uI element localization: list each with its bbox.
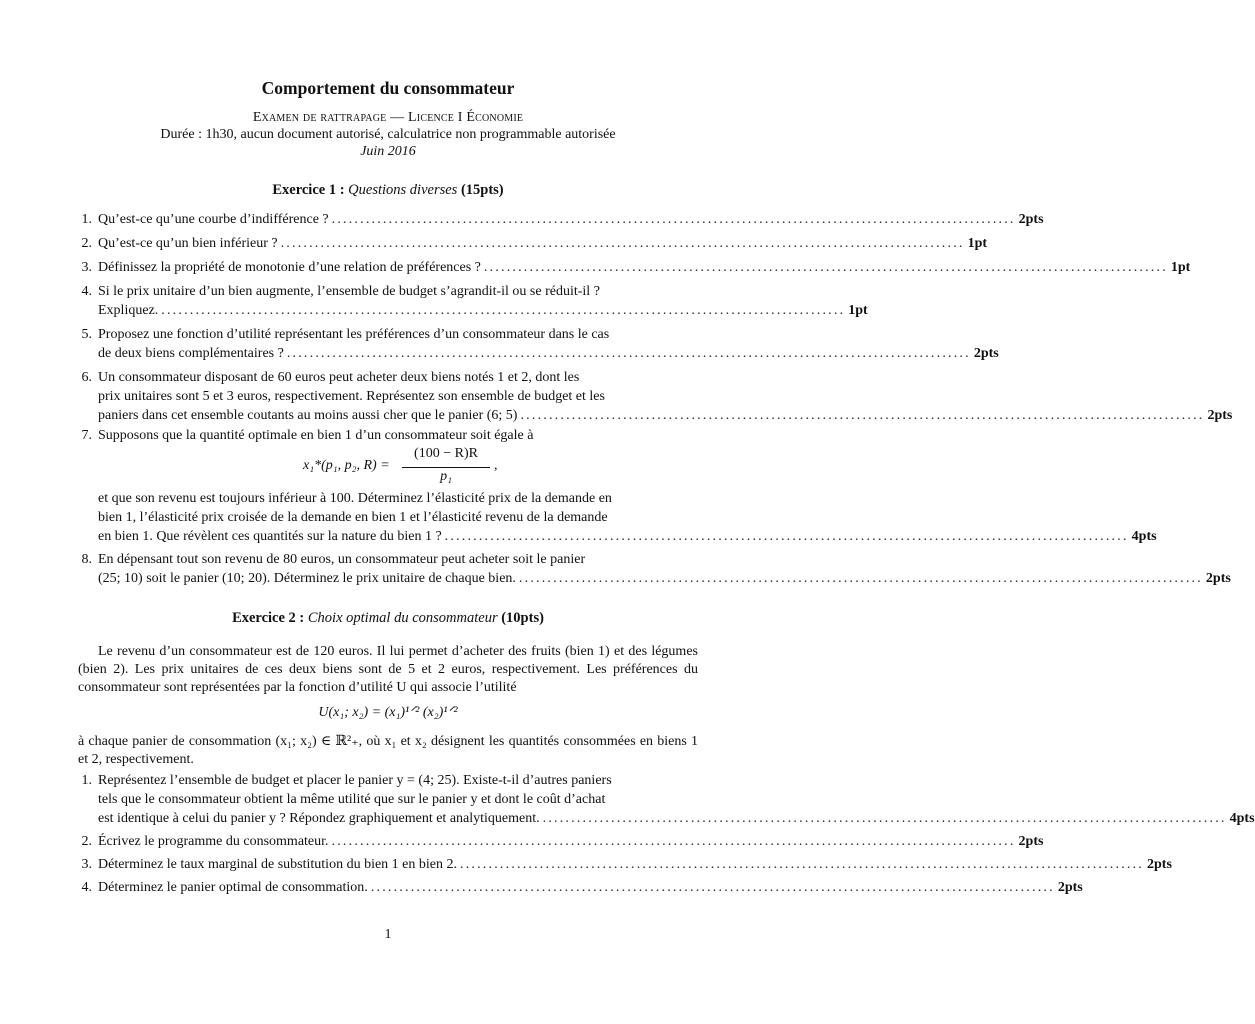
question-text: et que son revenu est toujours inférieur à 100. Déterminez l’élasticité prix de la demande en <box>98 491 612 506</box>
exercise2-intro: Le revenu d’un consommateur est de 120 euros. Il lui permet d’acheter des fruits (bien 1) et des légumes (bien 2). Les prix unitaires de ces deux biens sont de 5 et 2 euros, respectivement. Les préférences du consommateur sont représentées par la fonction d’utilité U qui associe l’utilité <box>78 644 698 695</box>
question-text: paniers dans cet ensemble coutants au moins aussi cher que le panier (6; 5) <box>98 408 518 423</box>
question-text: Déterminez le taux marginal de substitution du bien 1 en bien 2. <box>98 857 457 872</box>
points-value: 1pt <box>848 303 868 318</box>
item-number: 3. <box>81 260 92 275</box>
points-value: 2pts <box>973 346 999 361</box>
question-text: bien 1, l’élasticité prix croisée de la demande en bien 1 et l’élasticité revenu de la demande <box>98 510 608 525</box>
exercise1-points: (15pts) <box>460 182 504 198</box>
question-text: Écrivez le programme du consommateur. <box>98 834 329 849</box>
points-value: 2pts <box>1207 408 1233 423</box>
points-value: 2pts <box>1057 880 1083 895</box>
exercise2-topic: Choix optimal du consommateur <box>307 610 498 626</box>
exam-subtitle: Examen de rattrapage — Licence I Économie <box>252 110 524 125</box>
item-number: 1. <box>81 212 92 227</box>
question-text: Qu’est-ce qu’un bien inférieur ? <box>98 236 278 251</box>
question-text: Définissez la propriété de monotonie d’une relation de préférences ? <box>98 260 481 275</box>
points-value: 2pts <box>1018 212 1044 227</box>
question-text: Déterminez le panier optimal de consommation. <box>98 880 368 895</box>
utility-formula: U(x₁; x₂) = (x₁)¹ᐟ² (x₂)¹ᐟ² <box>318 705 458 720</box>
date-line: Juin 2016 <box>360 144 416 159</box>
formula-tail: , <box>494 458 498 473</box>
question-text: En dépensant tout son revenu de 80 euros, un consommateur peut acheter soit le panier <box>98 552 586 567</box>
points-value: 2pts <box>1205 571 1231 586</box>
exercise1-topic: Questions diverses <box>348 182 458 198</box>
points-value: 2pts <box>1147 857 1172 872</box>
formula-lhs: x₁*(p₁, p₂, R) = <box>303 458 390 473</box>
formula-numerator: (100 − R)R <box>414 446 478 461</box>
item-number: 7. <box>81 428 92 443</box>
exercise2-points: (10pts) <box>501 610 544 626</box>
question-text: Expliquez. <box>98 303 159 318</box>
points-value: 1pt <box>967 236 988 251</box>
exercise2-after: à chaque panier de consommation (x₁; x₂) ∈ ℝ²₊, où x₁ et x₂ désignent les quantités consommées en biens 1 et 2, respectivement. <box>78 734 698 767</box>
exercise2-label: Exercice 2 : <box>232 610 305 626</box>
item-number: 4. <box>81 880 92 895</box>
question-text: (25; 10) soit le panier (10; 20). Déterminez le prix unitaire de chaque bien. <box>98 571 516 586</box>
points-value: 2pts <box>1018 834 1044 849</box>
question-text: Supposons que la quantité optimale en bien 1 d’un consommateur soit égale à <box>98 428 534 443</box>
question-text: de deux biens complémentaires ? <box>98 346 284 361</box>
question-text: Proposez une fonction d’utilité représentant les préférences d’un consommateur dans le cas <box>98 327 610 342</box>
demand-formula <box>303 446 543 488</box>
exercise2-heading <box>78 610 698 627</box>
question-text: Si le prix unitaire d’un bien augmente, l’ensemble de budget s’agrandit-il ou se réduit-il ? <box>98 284 600 299</box>
question-text: Un consommateur disposant de 60 euros peut acheter deux biens notés 1 et 2, dont les <box>98 370 580 385</box>
item-number: 5. <box>81 327 92 342</box>
points-value: 4pts <box>1131 529 1157 544</box>
exercise1-label: Exercice 1 : <box>272 182 345 198</box>
duration-line: Durée : 1h30, aucun document autorisé, calculatrice non programmable autorisée <box>160 127 616 142</box>
question-text: est identique à celui du panier y ? Répondez graphiquement et analytiquement. <box>98 811 540 826</box>
question-text: prix unitaires sont 5 et 3 euros, respectivement. Représentez son ensemble de budget et les <box>98 389 605 404</box>
points-value: 1pt <box>1170 260 1191 275</box>
points-value: 4pts <box>1229 811 1255 826</box>
item-number: 3. <box>81 857 92 872</box>
document-title: Comportement du consommateur <box>261 78 515 98</box>
exercise1-heading <box>78 182 698 199</box>
item-number: 2. <box>81 236 92 251</box>
formula-denominator: p₁ <box>440 469 452 484</box>
fraction-bar <box>402 467 490 468</box>
item-number: 2. <box>81 834 92 849</box>
question-text: en bien 1. Que révèlent ces quantités sur la nature du bien 1 ? <box>98 529 442 544</box>
item-number: 6. <box>81 370 92 385</box>
item-number: 1. <box>81 773 92 788</box>
question-text: Représentez l’ensemble de budget et placer le panier y = (4; 25). Existe-t-il d’autres paniers <box>98 773 612 788</box>
page-number: 1 <box>384 927 392 942</box>
item-number: 4. <box>81 284 92 299</box>
question-text: Qu’est-ce qu’une courbe d’indifférence ? <box>98 212 329 227</box>
question-text: tels que le consommateur obtient la même utilité que sur le panier y et dont le coût d’achat <box>98 792 606 807</box>
item-number: 8. <box>81 552 92 567</box>
